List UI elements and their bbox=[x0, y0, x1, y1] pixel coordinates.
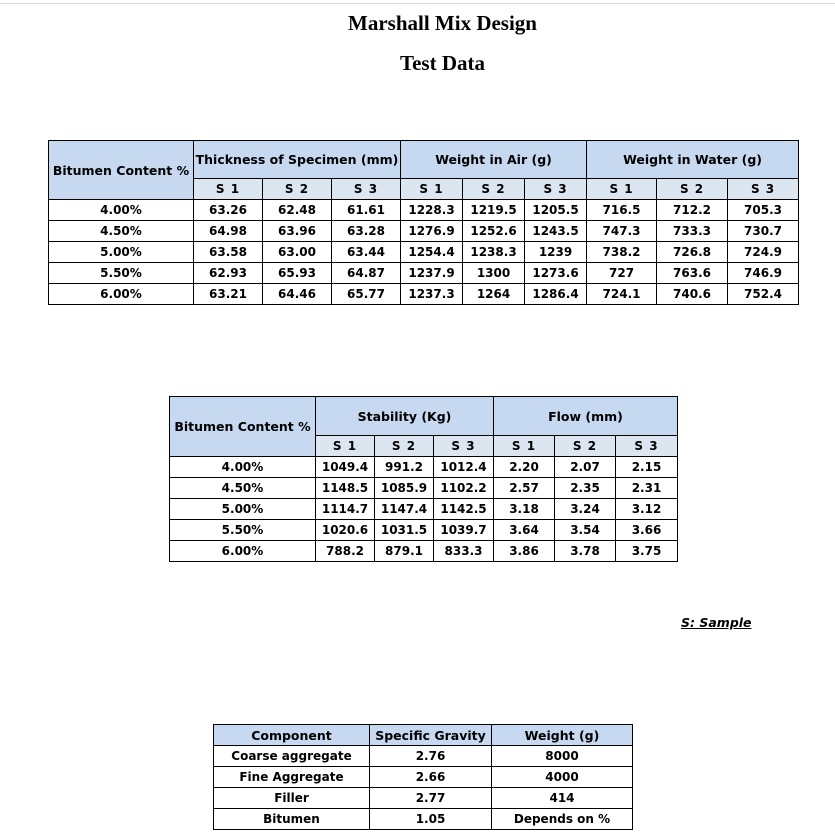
data-cell: 1300 bbox=[463, 263, 525, 284]
data-cell: 1237.9 bbox=[401, 263, 463, 284]
weight-air-group-header: Weight in Air (g) bbox=[401, 141, 587, 179]
data-cell: 63.96 bbox=[263, 221, 332, 242]
data-cell: 63.28 bbox=[332, 221, 401, 242]
component-cell: Coarse aggregate bbox=[214, 746, 370, 767]
data-cell: 712.2 bbox=[657, 200, 728, 221]
page-subtitle: Test Data bbox=[400, 51, 485, 75]
data-cell: 1264 bbox=[463, 284, 525, 305]
data-cell: 724.9 bbox=[728, 242, 799, 263]
data-cell: 2.31 bbox=[616, 478, 678, 499]
data-cell: 716.5 bbox=[587, 200, 657, 221]
subcol-header: S 1 bbox=[494, 436, 555, 457]
weight-water-group-header: Weight in Water (g) bbox=[587, 141, 799, 179]
data-cell: 1252.6 bbox=[463, 221, 525, 242]
bitumen-content-cell: 6.00% bbox=[49, 284, 194, 305]
stability-flow-table bbox=[169, 396, 678, 562]
bitumen-content-cell: 4.50% bbox=[49, 221, 194, 242]
data-cell: 752.4 bbox=[728, 284, 799, 305]
table-row bbox=[49, 200, 799, 221]
data-cell: 1239 bbox=[525, 242, 587, 263]
subcol-header: S 3 bbox=[616, 436, 678, 457]
data-cell: 1243.5 bbox=[525, 221, 587, 242]
data-cell: 1228.3 bbox=[401, 200, 463, 221]
bitumen-content-cell: 4.00% bbox=[170, 457, 316, 478]
component-cell: Fine Aggregate bbox=[214, 767, 370, 788]
data-cell: 2.76 bbox=[370, 746, 492, 767]
table-row bbox=[214, 809, 633, 830]
table-row bbox=[214, 767, 633, 788]
data-cell: 1020.6 bbox=[316, 520, 375, 541]
thickness-group-header: Thickness of Specimen (mm) bbox=[194, 141, 401, 179]
data-cell: 3.86 bbox=[494, 541, 555, 562]
data-cell: 740.6 bbox=[657, 284, 728, 305]
data-cell: 833.3 bbox=[434, 541, 494, 562]
data-cell: 738.2 bbox=[587, 242, 657, 263]
component-cell: Filler bbox=[214, 788, 370, 809]
page-title: Marshall Mix Design bbox=[348, 11, 537, 35]
data-cell: 726.8 bbox=[657, 242, 728, 263]
data-cell: 8000 bbox=[492, 746, 633, 767]
data-cell: 1219.5 bbox=[463, 200, 525, 221]
data-cell: 1237.3 bbox=[401, 284, 463, 305]
data-cell: 746.9 bbox=[728, 263, 799, 284]
data-cell: 1276.9 bbox=[401, 221, 463, 242]
data-cell: 3.78 bbox=[555, 541, 616, 562]
bitumen-content-cell: 5.50% bbox=[170, 520, 316, 541]
data-cell: 3.66 bbox=[616, 520, 678, 541]
data-cell: 1148.5 bbox=[316, 478, 375, 499]
table-row bbox=[214, 788, 633, 809]
stability-group-header: Stability (Kg) bbox=[316, 397, 494, 436]
data-cell: 788.2 bbox=[316, 541, 375, 562]
data-cell: 63.21 bbox=[194, 284, 263, 305]
specific-gravity-header: Specific Gravity bbox=[370, 725, 492, 746]
data-cell: 1273.6 bbox=[525, 263, 587, 284]
data-cell: 1238.3 bbox=[463, 242, 525, 263]
weight-header: Weight (g) bbox=[492, 725, 633, 746]
subcol-header: S 2 bbox=[263, 179, 332, 200]
data-cell: 62.48 bbox=[263, 200, 332, 221]
data-cell: 705.3 bbox=[728, 200, 799, 221]
table-row bbox=[49, 284, 799, 305]
data-cell: 747.3 bbox=[587, 221, 657, 242]
page-top-border bbox=[0, 3, 835, 4]
component-table bbox=[213, 724, 633, 830]
subcol-header: S 3 bbox=[728, 179, 799, 200]
bitumen-content-cell: 5.00% bbox=[170, 499, 316, 520]
table-row bbox=[49, 263, 799, 284]
data-cell: 3.64 bbox=[494, 520, 555, 541]
data-cell: 763.6 bbox=[657, 263, 728, 284]
data-cell: 65.93 bbox=[263, 263, 332, 284]
subcol-header: S 1 bbox=[316, 436, 375, 457]
table-row bbox=[170, 457, 678, 478]
data-cell: 727 bbox=[587, 263, 657, 284]
data-cell: 730.7 bbox=[728, 221, 799, 242]
subcol-header: S 2 bbox=[463, 179, 525, 200]
data-cell: 63.44 bbox=[332, 242, 401, 263]
data-cell: 414 bbox=[492, 788, 633, 809]
data-cell: 1039.7 bbox=[434, 520, 494, 541]
data-cell: 4000 bbox=[492, 767, 633, 788]
data-cell: 1085.9 bbox=[375, 478, 434, 499]
data-cell: 63.58 bbox=[194, 242, 263, 263]
flow-group-header: Flow (mm) bbox=[494, 397, 678, 436]
data-cell: 2.77 bbox=[370, 788, 492, 809]
bitumen-content-cell: 4.00% bbox=[49, 200, 194, 221]
sample-note: S: Sample bbox=[681, 615, 752, 630]
data-cell: 3.24 bbox=[555, 499, 616, 520]
table-row bbox=[214, 746, 633, 767]
data-cell: 1049.4 bbox=[316, 457, 375, 478]
data-cell: 65.77 bbox=[332, 284, 401, 305]
data-cell: 64.98 bbox=[194, 221, 263, 242]
test-data-table bbox=[48, 140, 799, 305]
data-cell: 64.87 bbox=[332, 263, 401, 284]
subcol-header: S 3 bbox=[332, 179, 401, 200]
table-row bbox=[170, 541, 678, 562]
data-cell: 724.1 bbox=[587, 284, 657, 305]
data-cell: 1142.5 bbox=[434, 499, 494, 520]
table-row bbox=[170, 499, 678, 520]
data-cell: 1254.4 bbox=[401, 242, 463, 263]
subcol-header: S 1 bbox=[194, 179, 263, 200]
data-cell: 1205.5 bbox=[525, 200, 587, 221]
data-cell: 1102.2 bbox=[434, 478, 494, 499]
data-cell: 3.18 bbox=[494, 499, 555, 520]
data-cell: 63.00 bbox=[263, 242, 332, 263]
bitumen-content-cell: 4.50% bbox=[170, 478, 316, 499]
data-cell: 3.54 bbox=[555, 520, 616, 541]
bitumen-content-cell: 5.00% bbox=[49, 242, 194, 263]
data-cell: 1.05 bbox=[370, 809, 492, 830]
bitumen-content-header: Bitumen Content % bbox=[49, 141, 194, 200]
data-cell: 3.12 bbox=[616, 499, 678, 520]
data-cell: 733.3 bbox=[657, 221, 728, 242]
data-cell: 2.66 bbox=[370, 767, 492, 788]
subcol-header: S 2 bbox=[657, 179, 728, 200]
bitumen-content-cell: 6.00% bbox=[170, 541, 316, 562]
data-cell: 1147.4 bbox=[375, 499, 434, 520]
data-cell: 61.61 bbox=[332, 200, 401, 221]
data-cell: 2.15 bbox=[616, 457, 678, 478]
bitumen-content-header: Bitumen Content % bbox=[170, 397, 316, 457]
bitumen-content-cell: 5.50% bbox=[49, 263, 194, 284]
data-cell: 64.46 bbox=[263, 284, 332, 305]
subcol-header: S 2 bbox=[555, 436, 616, 457]
data-cell: 1286.4 bbox=[525, 284, 587, 305]
data-cell: 2.35 bbox=[555, 478, 616, 499]
data-cell: 2.57 bbox=[494, 478, 555, 499]
subcol-header: S 1 bbox=[401, 179, 463, 200]
data-cell: 991.2 bbox=[375, 457, 434, 478]
component-header: Component bbox=[214, 725, 370, 746]
table-row bbox=[49, 242, 799, 263]
data-cell: 1114.7 bbox=[316, 499, 375, 520]
data-cell: 2.07 bbox=[555, 457, 616, 478]
table-row bbox=[49, 221, 799, 242]
subcol-header: S 3 bbox=[525, 179, 587, 200]
data-cell: 1031.5 bbox=[375, 520, 434, 541]
data-cell: 62.93 bbox=[194, 263, 263, 284]
data-cell: 3.75 bbox=[616, 541, 678, 562]
subcol-header: S 1 bbox=[587, 179, 657, 200]
table-row bbox=[170, 478, 678, 499]
data-cell: Depends on % bbox=[492, 809, 633, 830]
subcol-header: S 3 bbox=[434, 436, 494, 457]
data-cell: 2.20 bbox=[494, 457, 555, 478]
component-cell: Bitumen bbox=[214, 809, 370, 830]
data-cell: 1012.4 bbox=[434, 457, 494, 478]
data-cell: 63.26 bbox=[194, 200, 263, 221]
data-cell: 879.1 bbox=[375, 541, 434, 562]
table-row bbox=[170, 520, 678, 541]
subcol-header: S 2 bbox=[375, 436, 434, 457]
